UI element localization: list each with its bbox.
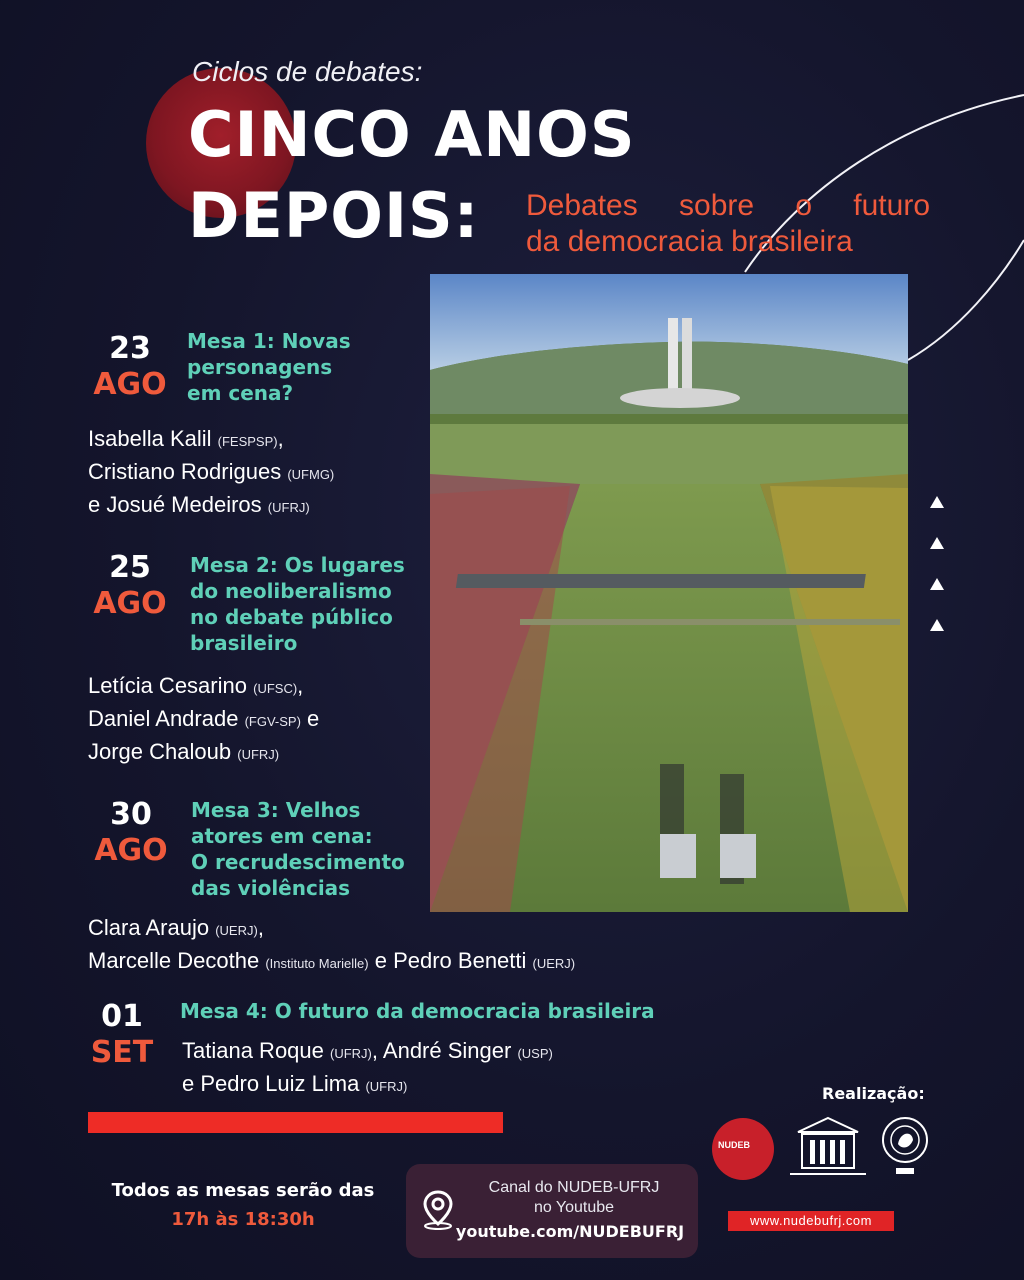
session-3-title-line: atores em cena:	[191, 824, 373, 848]
speaker-institution: (UFRJ)	[330, 1046, 372, 1061]
speaker-line	[182, 1069, 553, 1102]
session-3-title-line: das violências	[191, 876, 351, 900]
speaker-institution: (UFSC)	[253, 681, 298, 696]
speaker-line	[88, 490, 334, 523]
session-4-day: 01	[101, 999, 143, 1034]
title-line-2: DEPOIS:	[188, 179, 480, 252]
session-1-title-line: personagens	[187, 355, 333, 379]
subtitle-line-2: da democracia brasileira	[526, 225, 853, 258]
schedule-info	[86, 1180, 400, 1230]
subtitle-line-1: Debates sobre o futuro	[526, 189, 930, 222]
youtube-channel-url[interactable]: youtube.com/NUDEBUFRJ	[455, 1222, 685, 1241]
speaker-name: , André Singer	[371, 1038, 512, 1063]
decorative-red-bar	[88, 1112, 503, 1133]
kicker-text: Ciclos de debates:	[192, 56, 423, 87]
speaker-name: Isabella Kalil	[88, 426, 212, 451]
session-1-title-line: Mesa 1: Novas	[187, 329, 351, 353]
session-3-speakers	[88, 913, 575, 979]
session-3-date	[88, 797, 174, 868]
channel-line-2: no Youtube	[533, 1199, 615, 1216]
speaker-institution: (UFRJ)	[237, 747, 280, 762]
location-pin-icon	[420, 1188, 456, 1230]
session-2-title-line: do neoliberalismo	[190, 579, 392, 603]
session-2-month: AGO	[93, 586, 167, 621]
session-2-title	[190, 552, 405, 656]
session-3-month: AGO	[94, 833, 168, 868]
speaker-institution: (Instituto Marielle)	[265, 956, 369, 971]
speaker-name: e Pedro Luiz Lima	[182, 1071, 360, 1096]
session-1-speakers	[88, 424, 334, 523]
decorative-triangles	[930, 496, 944, 660]
session-1-date	[88, 331, 172, 402]
triangle-icon	[930, 537, 944, 549]
speaker-name: e Josué Medeiros	[88, 492, 262, 517]
session-4-month: SET	[90, 1035, 154, 1070]
speaker-name: Tatiana Roque	[182, 1038, 324, 1063]
session-2-day: 25	[109, 550, 151, 585]
schedule-line-1: Todos as mesas serão das	[111, 1180, 375, 1201]
speaker-institution: (FESPSP)	[217, 434, 278, 449]
website-link[interactable]: www.nudebufrj.com	[728, 1211, 894, 1231]
session-1-title-line: em cena?	[187, 381, 294, 405]
session-4-title-line: Mesa 4: O futuro da democracia brasileira	[180, 999, 655, 1023]
speaker-line	[88, 946, 575, 979]
realizacao-label: Realização:	[822, 1084, 925, 1103]
ufrj-seal-logo	[880, 1114, 930, 1184]
schedule-time: 17h às 18:30h	[171, 1209, 315, 1230]
speaker-line	[88, 704, 319, 737]
speaker-institution: (UFRJ)	[365, 1079, 408, 1094]
aerial-photo-brasilia	[430, 274, 908, 912]
speaker-institution: (UERJ)	[215, 923, 258, 938]
speaker-institution: (USP)	[517, 1046, 553, 1061]
session-4-title	[180, 998, 655, 1024]
session-2-title-line: Mesa 2: Os lugares	[190, 553, 405, 577]
speaker-institution: (FGV-SP)	[244, 714, 301, 729]
speaker-name: Marcelle Decothe	[88, 948, 260, 973]
title-line-1: CINCO ANOS	[188, 98, 636, 171]
session-2-date	[88, 550, 172, 621]
speaker-line	[88, 671, 319, 704]
speaker-name: e Pedro Benetti	[368, 948, 527, 973]
session-4-date	[86, 999, 158, 1070]
channel-line-1: Canal do NUDEB-UFRJ	[488, 1179, 660, 1196]
session-1-month: AGO	[93, 367, 167, 402]
nudeb-logo-text: NUDEB	[718, 1140, 751, 1150]
speaker-separator: ,	[257, 915, 264, 940]
speaker-line	[88, 457, 334, 490]
speaker-separator: e	[300, 706, 320, 731]
speaker-institution: (UFMG)	[287, 467, 335, 482]
speaker-line	[182, 1036, 553, 1069]
youtube-channel-label	[470, 1178, 678, 1218]
speaker-name: Jorge Chaloub	[88, 739, 232, 764]
session-4-speakers	[182, 1036, 553, 1102]
ifcs-ufrj-logo	[786, 1114, 870, 1186]
session-2-speakers	[88, 671, 319, 770]
triangle-icon	[930, 578, 944, 590]
session-3-title-line: Mesa 3: Velhos	[191, 798, 361, 822]
session-1-title	[187, 328, 351, 406]
speaker-separator: ,	[277, 426, 284, 451]
nudeb-logo	[712, 1118, 774, 1180]
speaker-name: Letícia Cesarino	[88, 673, 247, 698]
triangle-icon	[930, 496, 944, 508]
triangle-icon	[930, 619, 944, 631]
session-2-title-line: brasileiro	[190, 631, 298, 655]
session-1-day: 23	[109, 331, 151, 366]
session-3-title	[191, 797, 405, 901]
speaker-line	[88, 424, 334, 457]
speaker-name: Clara Araujo	[88, 915, 210, 940]
speaker-separator: ,	[297, 673, 304, 698]
session-3-day: 30	[110, 797, 152, 832]
speaker-line	[88, 737, 319, 770]
session-2-title-line: no debate público	[190, 605, 393, 629]
speaker-institution: (UFRJ)	[267, 500, 310, 515]
speaker-line	[88, 913, 575, 946]
organizer-logos	[712, 1114, 942, 1190]
speaker-name: Daniel Andrade	[88, 706, 239, 731]
youtube-channel-box[interactable]	[406, 1164, 698, 1258]
speaker-name: Cristiano Rodrigues	[88, 459, 282, 484]
speaker-institution: (UERJ)	[532, 956, 576, 971]
subtitle	[526, 188, 930, 260]
session-3-title-line: O recrudescimento	[191, 850, 405, 874]
